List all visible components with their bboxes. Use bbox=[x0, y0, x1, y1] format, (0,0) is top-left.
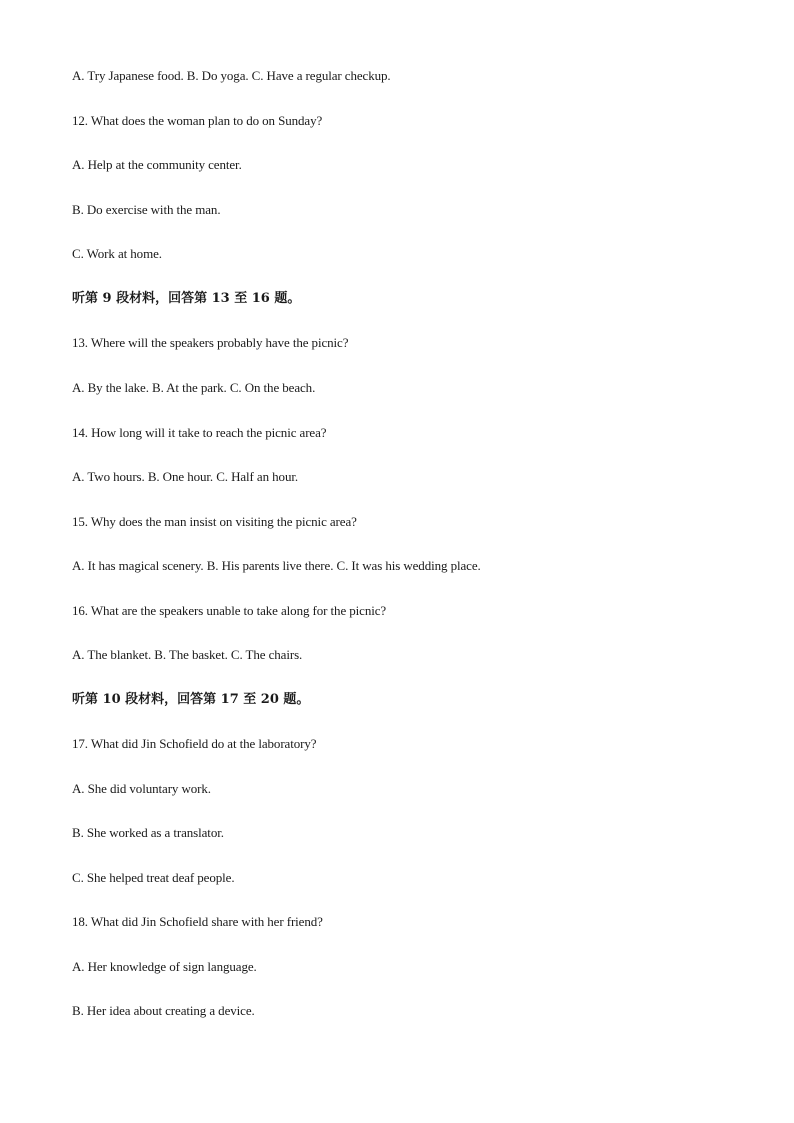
section-heading-passage-9: 听第 9 段材料，回答第 13 至 16 题。 bbox=[72, 291, 301, 306]
answer-options-q13: A. By the lake. B. At the park. C. On the beach. bbox=[72, 380, 316, 395]
option-18a: A. Her knowledge of sign language. bbox=[72, 959, 257, 974]
option-18b: B. Her idea about creating a device. bbox=[72, 1003, 255, 1018]
section-heading-passage-10: 听第 10 段材料，回答第 17 至 20 题。 bbox=[72, 692, 310, 707]
option-12a: A. Help at the community center. bbox=[72, 157, 242, 172]
answer-options-q14: A. Two hours. B. One hour. C. Half an hour. bbox=[72, 469, 299, 484]
answer-options-q15: A. It has magical scenery. B. His parents live there. C. It was his wedding place. bbox=[72, 558, 481, 573]
question-18: 18. What did Jin Schofield share with her friend? bbox=[72, 914, 323, 929]
answer-options-q11: A. Try Japanese food. B. Do yoga. C. Have a regular checkup. bbox=[72, 68, 391, 83]
question-17: 17. What did Jin Schofield do at the laboratory? bbox=[72, 736, 317, 751]
option-17a: A. She did voluntary work. bbox=[72, 781, 211, 796]
option-17b: B. She worked as a translator. bbox=[72, 825, 224, 840]
question-15: 15. Why does the man insist on visiting the picnic area? bbox=[72, 514, 357, 529]
question-13: 13. Where will the speakers probably have the picnic? bbox=[72, 335, 349, 350]
question-16: 16. What are the speakers unable to take along for the picnic? bbox=[72, 603, 387, 618]
option-12b: B. Do exercise with the man. bbox=[72, 202, 221, 217]
option-17c: C. She helped treat deaf people. bbox=[72, 870, 235, 885]
question-14: 14. How long will it take to reach the picnic area? bbox=[72, 425, 327, 440]
answer-options-q16: A. The blanket. B. The basket. C. The chairs. bbox=[72, 647, 303, 662]
question-12: 12. What does the woman plan to do on Sunday? bbox=[72, 113, 323, 128]
option-12c: C. Work at home. bbox=[72, 246, 162, 261]
